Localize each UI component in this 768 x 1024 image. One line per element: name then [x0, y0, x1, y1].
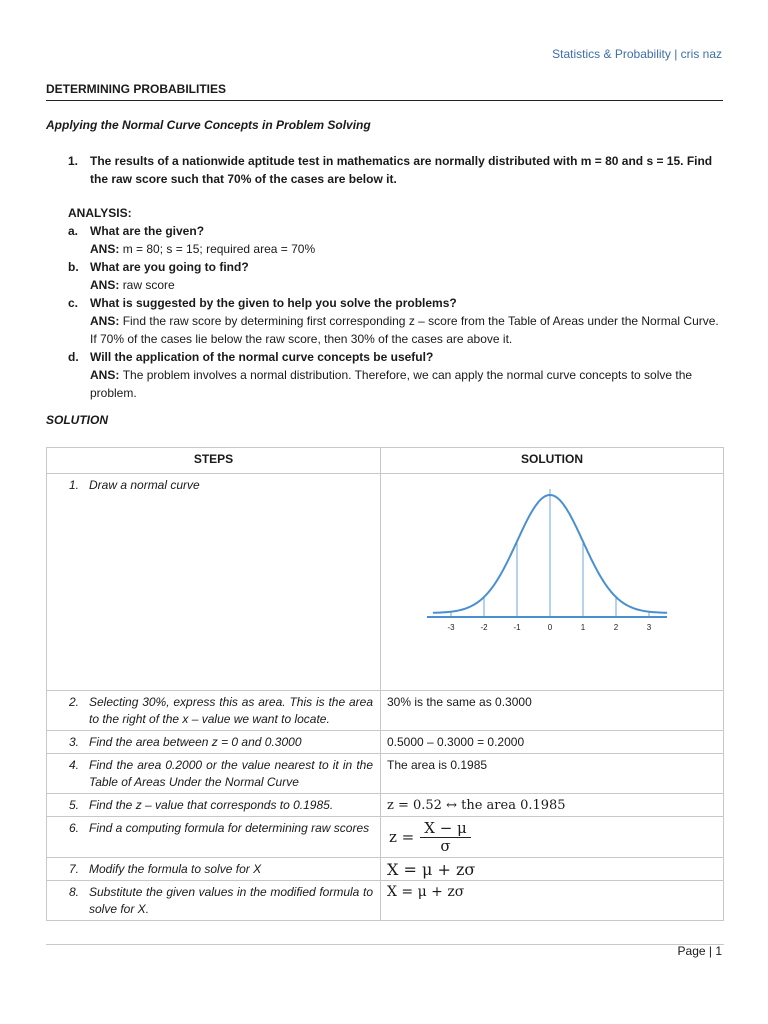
- analysis-question: Will the application of the normal curve concepts be useful?: [90, 350, 434, 364]
- step-text: Draw a normal curve: [89, 478, 200, 492]
- title-divider: [46, 100, 723, 101]
- section-subtitle: Applying the Normal Curve Concepts in Problem Solving: [46, 118, 371, 132]
- analysis-letter: b.: [68, 260, 79, 274]
- ans-label: ANS:: [90, 314, 120, 328]
- table-row: [47, 794, 724, 817]
- analysis-label: ANALYSIS:: [68, 206, 132, 220]
- table-row: [47, 691, 724, 731]
- solution-cell: 0.5000 – 0.3000 = 0.2000: [381, 731, 724, 754]
- header-solution: SOLUTION: [381, 448, 724, 474]
- formula-numerator: X − μ: [424, 819, 467, 837]
- problem-text: The results of a nationwide aptitude test in mathematics are normally distributed with m = 80 and s = 15. Find the raw score such that 70% of the cases are below it.: [90, 154, 713, 186]
- page-title: DETERMINING PROBABILITIES: [46, 82, 227, 96]
- solution-cell: z = 0.52 ↔ the area 0.1985: [381, 794, 724, 817]
- analysis-question: What are you going to find?: [90, 260, 249, 274]
- analysis-answer: m = 80; s = 15; required area = 70%: [122, 242, 316, 256]
- step-cell: [47, 691, 381, 731]
- table-row: [47, 474, 724, 691]
- page-number: Page | 1: [677, 944, 722, 958]
- step-number: 1.: [68, 478, 79, 492]
- curve-tick-label: -2: [480, 623, 488, 632]
- solution-cell: [381, 474, 724, 691]
- solution-cell: X = μ + zσ: [381, 881, 724, 921]
- formula-lhs: z =: [389, 828, 415, 846]
- step-text: Substitute the given values in the modified formula to solve for X.: [89, 885, 373, 916]
- solution-cell: X = μ + zσ: [381, 858, 724, 881]
- step-cell: [47, 858, 381, 881]
- header-course: Statistics & Probability | cris naz: [552, 47, 722, 61]
- solution-cell: The area is 0.1985: [381, 754, 724, 794]
- step-cell: [47, 754, 381, 794]
- analysis-item: [68, 348, 723, 402]
- analysis-answer: The problem involves a normal distribution. Therefore, we can apply the normal curve concepts to solve the problem.: [90, 368, 693, 400]
- ans-label: ANS:: [90, 368, 120, 382]
- curve-tick-labels: [447, 623, 651, 632]
- step-cell: [47, 881, 381, 921]
- analysis-item: [68, 258, 723, 294]
- curve-tick-label: 3: [646, 623, 652, 632]
- analysis-item: [68, 222, 723, 258]
- problem-number: 1.: [68, 154, 79, 168]
- step-text: Selecting 30%, express this as area. This is the area to the right of the x – value we want to locate.: [89, 695, 373, 726]
- analysis-section: [68, 204, 723, 402]
- analysis-item: [68, 294, 723, 348]
- curve-tick-label: 2: [613, 623, 619, 632]
- step-number: 2.: [68, 695, 79, 709]
- step-number: 4.: [68, 758, 79, 772]
- analysis-question: What is suggested by the given to help you solve the problems?: [90, 296, 457, 310]
- step-text: Modify the formula to solve for X: [89, 862, 262, 876]
- analysis-letter: a.: [68, 224, 79, 238]
- solution-table: [46, 447, 724, 921]
- table-row: [47, 754, 724, 794]
- step-text: Find the z – value that corresponds to 0.1985.: [89, 798, 334, 812]
- curve-tick-label: 0: [547, 623, 553, 632]
- step-number: 8.: [68, 885, 79, 899]
- step-number: 5.: [68, 798, 79, 812]
- step-text: Find the area between z = 0 and 0.3000: [89, 735, 302, 749]
- analysis-letter: c.: [68, 296, 79, 310]
- normal-curve-figure: [387, 477, 717, 682]
- ans-label: ANS:: [90, 242, 120, 256]
- table-row: [47, 731, 724, 754]
- analysis-answer: raw score: [122, 278, 175, 292]
- table-header-row: [47, 448, 724, 474]
- curve-tick-label: -1: [513, 623, 521, 632]
- header-steps: STEPS: [47, 448, 381, 474]
- step-number: 7.: [68, 862, 79, 876]
- curve-tick-label: -3: [447, 623, 455, 632]
- table-row: [47, 881, 724, 921]
- ans-label: ANS:: [90, 278, 120, 292]
- solution-cell: [381, 817, 724, 858]
- table-row: [47, 858, 724, 881]
- step-text: Find a computing formula for determining raw scores: [89, 821, 370, 835]
- step-number: 3.: [68, 735, 79, 749]
- step-number: 6.: [68, 821, 79, 835]
- step-text: Find the area 0.2000 or the value nearest to it in the Table of Areas Under the Normal Curve: [89, 758, 373, 789]
- analysis-answer: Find the raw score by determining first corresponding z – score from the Table of Areas under the Normal Curve. If 70% of the cases lie below the raw score, then 30% of the cases are above it.: [90, 314, 719, 346]
- curve-verticals: [451, 489, 649, 617]
- step-cell: [47, 794, 381, 817]
- formula-denominator: σ: [440, 837, 451, 855]
- solution-label: SOLUTION: [46, 413, 108, 427]
- analysis-letter: d.: [68, 350, 79, 364]
- step-cell: [47, 731, 381, 754]
- curve-tick-label: 1: [580, 623, 586, 632]
- step-cell: [47, 817, 381, 858]
- solution-cell: 30% is the same as 0.3000: [381, 691, 724, 731]
- table-row: [47, 817, 724, 858]
- problem-statement: [68, 152, 723, 188]
- step-cell: [47, 474, 381, 691]
- footer-rule: [46, 944, 724, 945]
- analysis-question: What are the given?: [90, 224, 205, 238]
- z-formula: [387, 820, 717, 855]
